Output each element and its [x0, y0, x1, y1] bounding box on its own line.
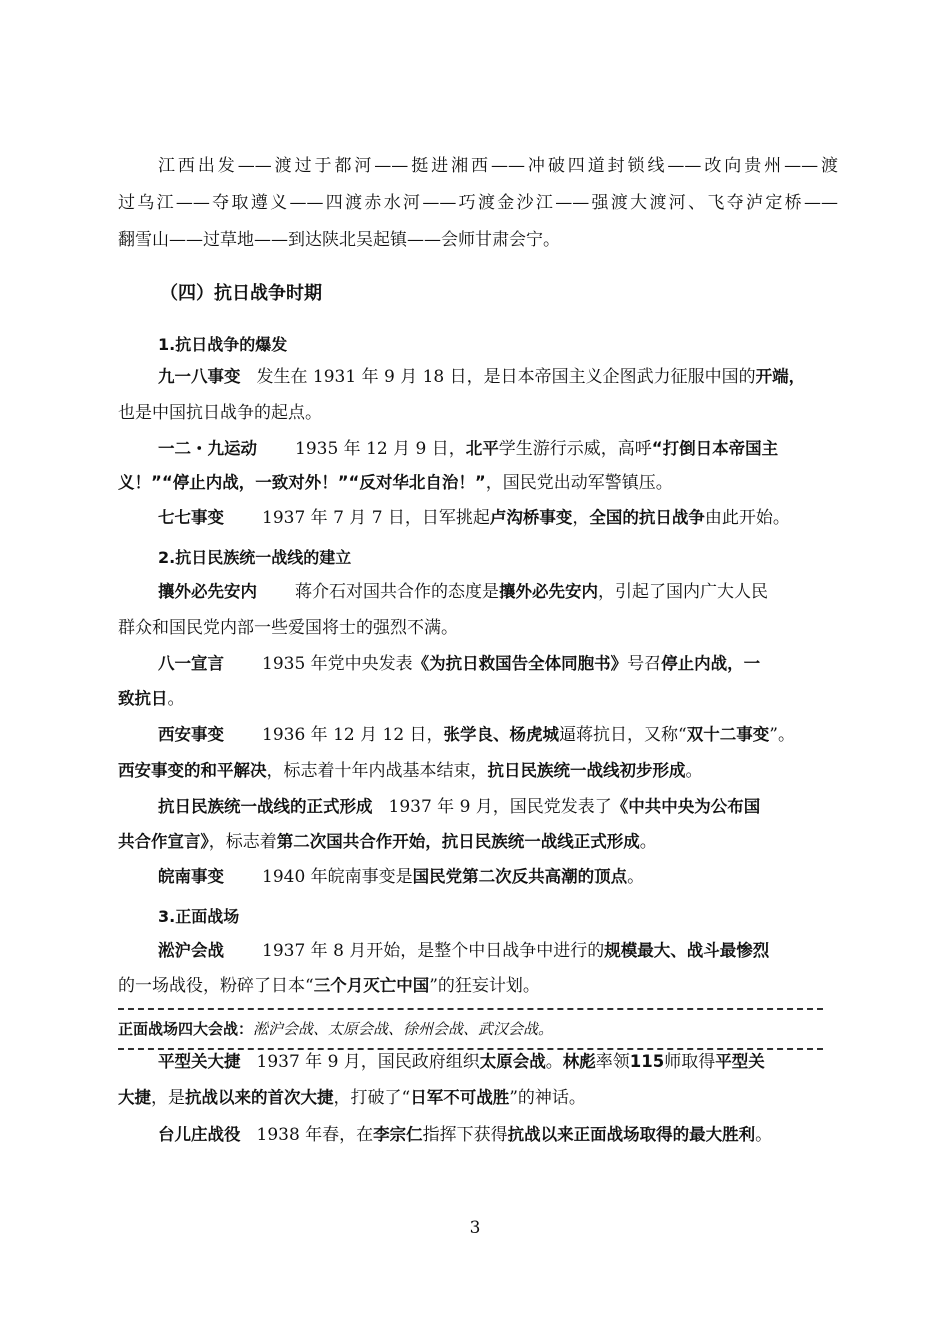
note-four-battles: 正面战场四大会战：淞沪会战、太原会战、徐州会战、武汉会战。: [118, 1020, 554, 1038]
section-title: （四）抗日战争时期: [160, 283, 322, 304]
entry-term: 平型关大捷: [158, 1052, 241, 1071]
page-number: 3: [469, 1218, 481, 1238]
entry-term: 七七事变: [158, 508, 224, 527]
intro-line-1: 江西出发——渡过于都河——挺进湘西——冲破四道封锁线——改向贵州——渡: [158, 156, 838, 176]
entry-songhu: 淞沪会战 1937 年 8 月开始，是整个中日战争中进行的规模最大、战斗最惨烈: [158, 941, 770, 961]
entry-songhu-line2: 的一场战役，粉碎了日本“三个月灭亡中国”的狂妄计划。: [118, 976, 540, 996]
entry-qiqi: 七七事变 1937 年 7 月 7 日，日军挑起卢沟桥事变，全国的抗日战争由此开始。: [158, 508, 790, 528]
entry-jiuyiba-line2: 也是中国抗日战争的起点。: [118, 403, 322, 423]
entry-pingxing-line2: 大捷，是抗战以来的首次大捷，打破了“日军不可战胜”的神话。: [118, 1088, 586, 1108]
entry-bayi-line2: 致抗日。: [118, 689, 185, 709]
entry-rangwai: 攘外必先安内 蒋介石对国共合作的态度是攘外必先安内，引起了国内广大人民: [158, 582, 768, 602]
entry-term: 抗日民族统一战线的正式形成: [158, 797, 373, 816]
entry-jiuyiba: 九一八事变 发生在 1931 年 9 月 18 日，是日本帝国主义企图武力征服中国的开端，: [158, 367, 806, 387]
entry-term: 八一宣言: [158, 654, 224, 673]
entry-bayi: 八一宣言 1935 年党中央发表《为抗日救国告全体同胞书》号召停止内战，一: [158, 654, 761, 674]
entry-term: 淞沪会战: [158, 941, 224, 960]
subheading-1: 1.抗日战争的爆发: [158, 335, 288, 354]
subheading-2: 2.抗日民族统一战线的建立: [158, 548, 352, 567]
entry-yierjiu: 一二・九运动 1935 年 12 月 9 日，北平学生游行示威，高呼“打倒日本帝国主: [158, 439, 779, 459]
entry-wannan: 皖南事变 1940 年皖南事变是国民党第二次反共高潮的顶点。: [158, 867, 645, 887]
entry-zhengshi: 抗日民族统一战线的正式形成 1937 年 9 月，国民党发表了《中共中央为公布国: [158, 797, 761, 817]
note-rule-top: [118, 1008, 823, 1010]
entry-yierjiu-line2: 义！”“停止内战，一致对外！”“反对华北自治！”，国民党出动军警镇压。: [118, 473, 673, 493]
entry-term: 台儿庄战役: [158, 1125, 241, 1144]
entry-term: 攘外必先安内: [158, 582, 257, 601]
entry-term: 一二・九运动: [158, 439, 257, 458]
entry-pingxing: 平型关大捷 1937 年 9 月，国民政府组织太原会战。林彪率领115师取得平型关: [158, 1052, 765, 1072]
subheading-3: 3.正面战场: [158, 907, 240, 926]
entry-rangwai-line2: 群众和国民党内部一些爱国将士的强烈不满。: [118, 618, 458, 638]
entry-zhengshi-line2: 共合作宣言》，标志着第二次国共合作开始，抗日民族统一战线正式形成。: [118, 832, 657, 852]
entry-term: 九一八事变: [158, 367, 241, 386]
note-rule-bottom: [118, 1048, 823, 1050]
entry-xian-line2: 西安事变的和平解决，标志着十年内战基本结束，抗日民族统一战线初步形成。: [118, 761, 703, 781]
entry-taierzhuang: 台儿庄战役 1938 年春，在李宗仁指挥下获得抗战以来正面战场取得的最大胜利。: [158, 1125, 773, 1145]
entry-xian: 西安事变 1936 年 12 月 12 日，张学良、杨虎城逼蒋抗日，又称“双十二事变”。: [158, 725, 795, 745]
intro-line-2: 过乌江——夺取遵义——四渡赤水河——巧渡金沙江——强渡大渡河、飞夺泸定桥——: [118, 193, 838, 213]
intro-line-3: 翻雪山——过草地——到达陕北吴起镇——会师甘肃会宁。: [118, 230, 560, 250]
entry-term: 皖南事变: [158, 867, 224, 886]
entry-term: 西安事变: [158, 725, 224, 744]
